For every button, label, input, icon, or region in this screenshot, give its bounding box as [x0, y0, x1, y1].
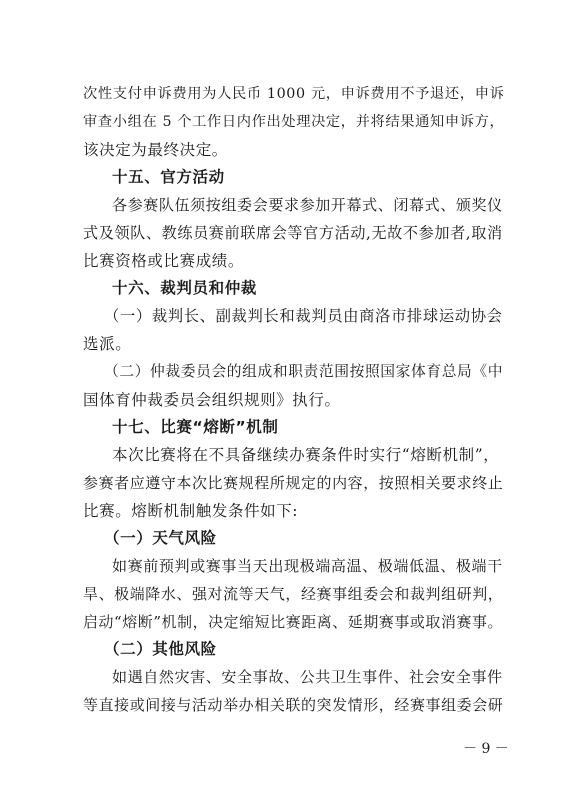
- paragraph-line: 该决定为最终决定。: [83, 141, 228, 159]
- paragraph-line: 国体育仲裁委员会组织规则》执行。: [83, 391, 341, 409]
- paragraph-line: （二）仲裁委员会的组成和职责范围按照国家体育总局《中: [104, 363, 504, 380]
- subheading-weather-risk: （一）天气风险: [104, 528, 217, 547]
- paragraph-line: 如赛前预判或赛事当天出现极端高温、极端低温、极端干: [112, 557, 503, 575]
- section-heading-16: 十六、裁判员和仲裁: [112, 279, 257, 297]
- page-number: － 9 －: [463, 741, 509, 757]
- paragraph-line: 各参赛队伍须按组委会要求参加开幕式、闭幕式、颁奖仪: [112, 196, 503, 214]
- paragraph-line: 式及领队、教练员赛前联席会等官方活动,无故不参加者,取消: [83, 224, 503, 242]
- paragraph-line: 选派。: [83, 335, 132, 353]
- paragraph-line: 如遇自然灾害、安全事故、公共卫生事件、社会安全事件: [112, 668, 503, 686]
- section-heading-17: 十七、比赛“熔断”机制: [112, 418, 279, 436]
- section-heading-15: 十五、官方活动: [112, 168, 225, 186]
- subheading-other-risk: （二）其他风险: [104, 639, 217, 658]
- paragraph-line: 审查小组在 5 个工作日内作出处理决定，并将结果通知申诉方，: [83, 114, 505, 130]
- paragraph-line: 比赛。熔断机制触发条件如下:: [83, 502, 299, 520]
- paragraph-line: 旱、极端降水、强对流等天气，经赛事组委会和裁判组研判，: [83, 585, 504, 603]
- paragraph-line: （一）裁判长、副裁判长和裁判员由商洛市排球运动协会: [104, 307, 503, 325]
- paragraph-line: 启动“熔断”机制，决定缩短比赛距离、延期赛事或取消赛事。: [83, 613, 504, 631]
- paragraph-line: 比赛资格或比赛成绩。: [83, 252, 245, 270]
- paragraph-line: 等直接或间接与活动举办相关联的突发情形，经赛事组委会研: [83, 696, 504, 714]
- paragraph-line: 次性支付申诉费用为人民币 1000 元，申诉费用不予退还，申诉: [83, 86, 505, 102]
- paragraph-line: 参赛者应遵守本次比赛规程所规定的内容，按照相关要求终止: [83, 474, 504, 492]
- paragraph-line: 本次比赛将在不具备继续办赛条件时实行“熔断机制”，: [112, 446, 500, 464]
